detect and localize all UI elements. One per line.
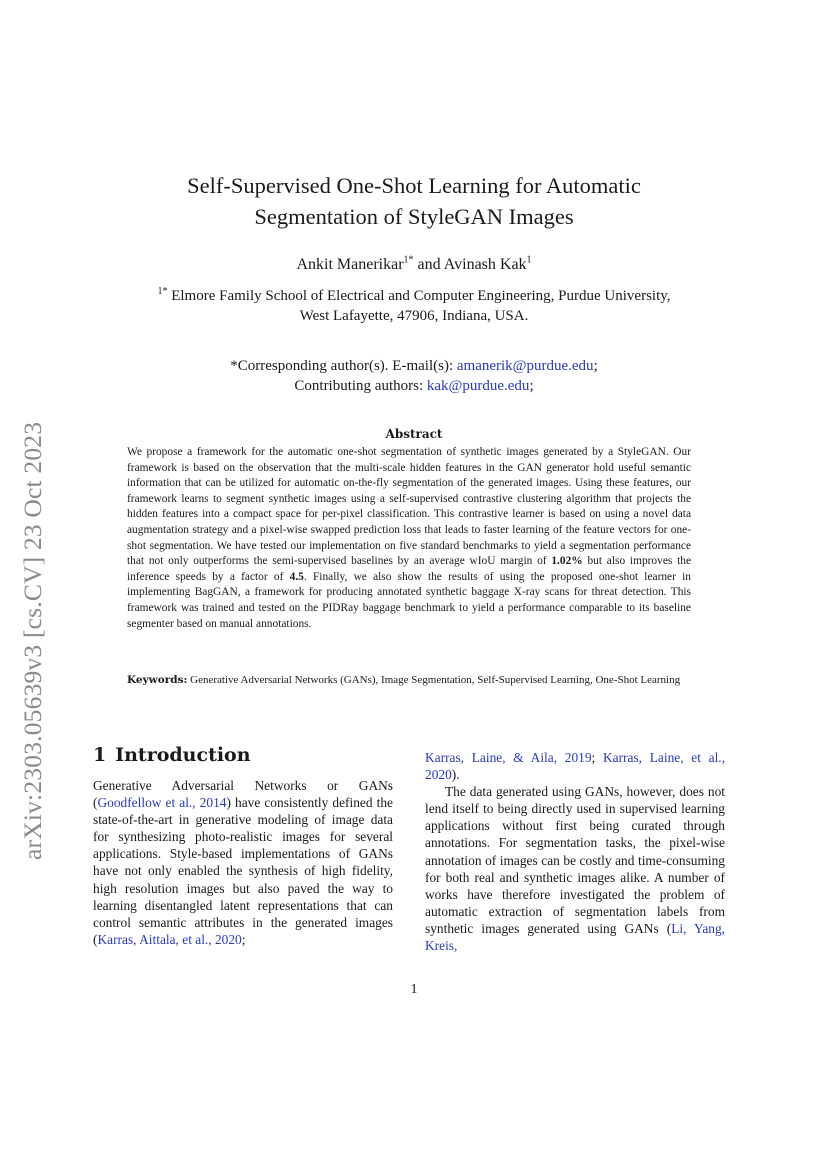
abstract-margin-value: 1.02% bbox=[551, 555, 583, 568]
affiliation bbox=[100, 286, 728, 326]
correspondence-block bbox=[0, 356, 828, 396]
citation-link[interactable]: Li, Yang, Kreis, bbox=[425, 920, 725, 954]
corresponding-author-line bbox=[0, 356, 828, 376]
affiliation-text: Elmore Family School of Electrical and Computer Engineering, Purdue University, bbox=[167, 288, 671, 304]
affiliation-superscript: 1* bbox=[157, 286, 168, 297]
abstract-speed-value: 4.5 bbox=[289, 570, 304, 583]
body-text: ) have consistently defined the state-of-the-art in generative modeling of image data for synthesizing photo-realistic images for several applications. Style-based implementations of GANs have not only enabled the synthesis of high fidelity, high resolution images but also paved the way to learning disentangled latent representations that can control semantic attributes in the generated images ( bbox=[93, 795, 393, 947]
section-number: 1 bbox=[93, 744, 107, 766]
corresponding-email-link[interactable]: amanerik@purdue.edu bbox=[456, 358, 594, 374]
citation-link[interactable]: Goodfellow et al., 2014 bbox=[97, 795, 227, 811]
author-superscript: 1 bbox=[526, 254, 532, 266]
affiliation-line-2: West Lafayette, 47906, Indiana, USA. bbox=[299, 308, 529, 324]
paragraph bbox=[425, 783, 725, 954]
paper-title bbox=[0, 170, 828, 232]
contributing-authors-line bbox=[0, 376, 828, 396]
paragraph-continuation bbox=[425, 749, 725, 783]
keywords bbox=[127, 674, 691, 688]
punctuation: ; bbox=[593, 358, 598, 374]
left-column-text bbox=[93, 777, 393, 948]
abstract-text: We propose a framework for the automatic one-shot segmentation of synthetic images generated by a StyleGAN. Our framework is based on the observation that the multi-scale hidden features in the GAN generator hold useful semantic information that can be utilized for automatic on-the-fly segmentation of the generated images. Using these features, our framework learns to segment synthetic images using a self-supervised contrastive clustering algorithm that projects the hidden features into a compact space for per-pixel classification. This contrastive learner is based on using a novel data augmentation strategy and a pixel-wise swapped prediction loss that leads to faster learning of the feature vectors for one-shot segmentation. We have tested our implementation on five standard benchmarks to yield a segmentation performance that not only outperforms the semi-supervised baselines by an average wIoU margin of bbox=[127, 446, 691, 568]
author-connector: and bbox=[413, 256, 444, 273]
section-title: Introduction bbox=[115, 744, 251, 766]
author-name: Avinash Kak bbox=[443, 256, 527, 273]
body-text: ; bbox=[241, 931, 246, 947]
body-text: Generative Adversarial Networks or GANs ( bbox=[93, 778, 393, 811]
abstract-body bbox=[127, 445, 691, 632]
author-superscript: 1* bbox=[403, 254, 414, 266]
citation-link[interactable]: Karras, Laine, & Aila, 2019 bbox=[425, 750, 592, 765]
keywords-label: Keywords: bbox=[127, 674, 188, 686]
citation-link[interactable]: Karras, Aittala, et al., 2020 bbox=[97, 931, 242, 947]
title-line-2: Segmentation of StyleGAN Images bbox=[254, 204, 574, 229]
title-line-1: Self-Supervised One-Shot Learning for Automatic bbox=[187, 173, 641, 198]
affiliation-line-1 bbox=[100, 286, 728, 306]
punctuation: ; bbox=[529, 378, 534, 394]
citation-link[interactable]: Karras, Laine, et al., 2020 bbox=[425, 750, 725, 783]
right-column-text bbox=[425, 749, 725, 954]
author-list bbox=[0, 256, 828, 274]
arxiv-identifier-stamp: arXiv:2303.05639v3 [cs.CV] 23 Oct 2023 bbox=[18, 421, 47, 860]
abstract-heading: Abstract bbox=[385, 427, 443, 441]
body-text: ). bbox=[451, 767, 460, 783]
section-heading bbox=[93, 744, 251, 766]
abstract-text: . Finally, we also show the results of using the proposed one-shot learner in implementing BagGAN, a framework for producing annotated synthetic baggage X-ray scans for threat detection. This framework was trained and tested on the PIDRay baggage benchmark to yield a performance comparable to its baseline segmenter based on manual annotations. bbox=[127, 570, 691, 630]
body-text: The data generated using GANs, however, does not lend itself to being directly used in supervised learning applications without first being curated through annotations. For segmentation tasks, the pixel-wise annotation of images can be costly and time-consuming for both real and synthetic images alike. A number of works have therefore investigated the problem of automatic extraction of segmentation labels from synthetic images generated using GANs ( bbox=[425, 784, 725, 936]
contributing-label: Contributing authors: bbox=[294, 378, 427, 394]
author-name: Ankit Manerikar bbox=[296, 256, 404, 273]
abstract-text: but also improves the inference speeds by a factor of bbox=[127, 555, 691, 583]
page-number: 1 bbox=[410, 982, 418, 997]
body-text: ; bbox=[591, 750, 603, 765]
corresponding-label: *Corresponding author(s). E-mail(s): bbox=[230, 358, 457, 374]
contributing-email-link[interactable]: kak@purdue.edu bbox=[426, 378, 530, 394]
keywords-text: Generative Adversarial Networks (GANs), Image Segmentation, Self-Supervised Learning, One-Shot Learning bbox=[187, 674, 681, 686]
